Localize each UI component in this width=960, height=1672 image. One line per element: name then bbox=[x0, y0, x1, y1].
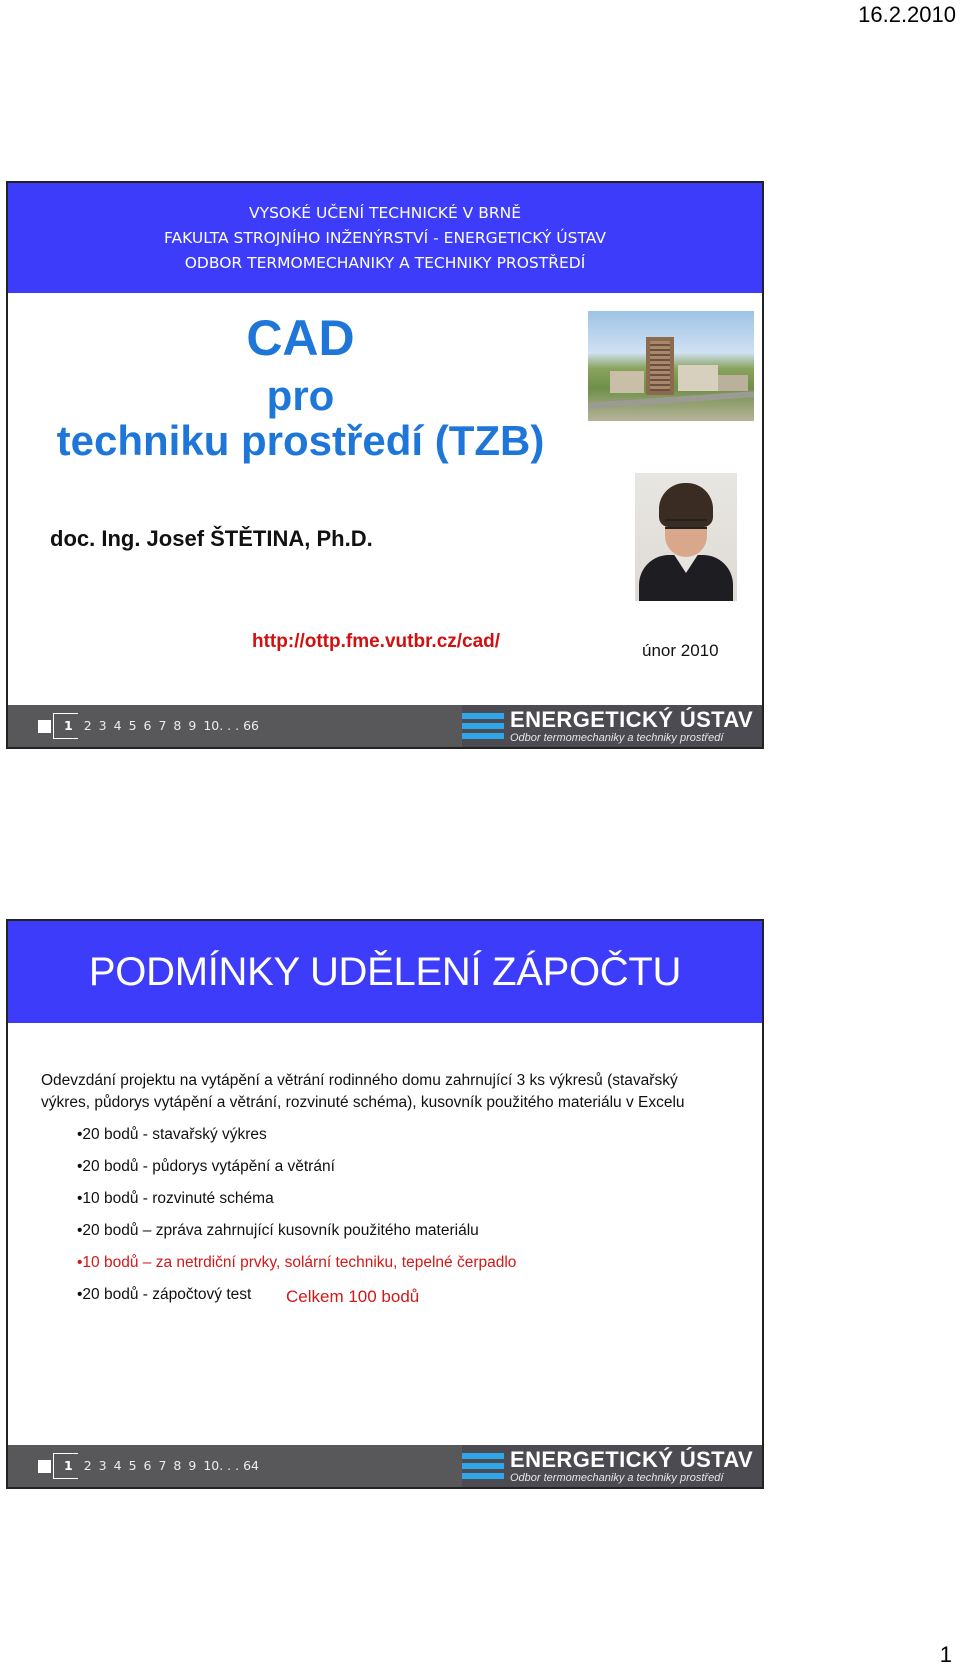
course-title-cad: CAD bbox=[246, 310, 355, 366]
nav-page-current[interactable]: 1 bbox=[53, 1453, 78, 1479]
nav-page[interactable]: 6 bbox=[143, 718, 152, 733]
nav-page[interactable]: 3 bbox=[98, 718, 107, 733]
points-item: •20 bodů - zápočtový test bbox=[77, 1286, 252, 1303]
nav-page[interactable]: 3 bbox=[98, 1458, 107, 1473]
slide-navigation bbox=[8, 705, 762, 747]
slide-body bbox=[41, 1070, 731, 1316]
points-total: Celkem 100 bodů bbox=[286, 1287, 420, 1306]
course-url-link[interactable]: http://ottp.fme.vutbr.cz/cad/ bbox=[252, 631, 501, 652]
author-portrait-photo bbox=[635, 473, 737, 601]
nav-page[interactable]: 6 bbox=[143, 1458, 152, 1473]
slide-title-bar bbox=[8, 921, 762, 1023]
points-item: •20 bodů – zpráva zahrnující kusovník použitého materiálu bbox=[77, 1222, 479, 1239]
nav-page[interactable]: 7 bbox=[158, 1458, 167, 1473]
energeticky-ustav-logo bbox=[462, 1445, 762, 1487]
slide-title: PODMÍNKY UDĚLENÍ ZÁPOČTU bbox=[88, 949, 682, 994]
nav-page[interactable]: 10. . . 64 bbox=[203, 1458, 259, 1473]
slide-title bbox=[6, 181, 764, 749]
nav-page[interactable]: 5 bbox=[128, 718, 137, 733]
points-item: •20 bodů - stavařský výkres bbox=[77, 1126, 267, 1143]
slide-credit-conditions bbox=[6, 919, 764, 1489]
nav-page[interactable]: 9 bbox=[188, 718, 197, 733]
nav-page[interactable]: 4 bbox=[113, 1458, 122, 1473]
logo-sub-text: Odbor termomechaniky a techniky prostředí bbox=[510, 732, 724, 744]
energeticky-ustav-logo bbox=[462, 705, 762, 747]
nav-page[interactable]: 5 bbox=[128, 1458, 137, 1473]
nav-page[interactable]: 4 bbox=[113, 718, 122, 733]
author-name: doc. Ing. Josef ŠTĚTINA, Ph.D. bbox=[50, 526, 373, 551]
slide-date: únor 2010 bbox=[642, 641, 719, 660]
logo-main-text: ENERGETICKÝ ÚSTAV bbox=[510, 707, 754, 732]
institution-line: VYSOKÉ UČENÍ TECHNICKÉ V BRNĚ bbox=[249, 203, 521, 222]
points-item: •20 bodů - půdorys vytápění a větrání bbox=[77, 1158, 335, 1175]
nav-page[interactable]: 8 bbox=[173, 1458, 182, 1473]
page-date: 16.2.2010 bbox=[858, 2, 956, 27]
logo-main-text: ENERGETICKÝ ÚSTAV bbox=[510, 1447, 754, 1472]
project-description: Odevzdání projektu na vytápění a větrání rodinného domu zahrnující 3 ks výkresů (stavařský výkres, půdorys vytápění a větrání, rozvinuté schéma), kusovník použitého materiálu v Excelu bbox=[41, 1072, 685, 1111]
points-item-highlighted: •10 bodů – za netrdiční prvky, solární techniku, tepelné čerpadlo bbox=[77, 1254, 517, 1271]
nav-page[interactable]: 2 bbox=[83, 1458, 92, 1473]
nav-page[interactable]: 2 bbox=[83, 718, 92, 733]
nav-page[interactable]: 7 bbox=[158, 718, 167, 733]
points-item: •10 bodů - rozvinuté schéma bbox=[77, 1190, 274, 1207]
nav-page[interactable]: 9 bbox=[188, 1458, 197, 1473]
page-number: 1 bbox=[939, 1642, 952, 1667]
institution-line: ODBOR TERMOMECHANIKY A TECHNIKY PROSTŘEDÍ bbox=[184, 253, 586, 272]
nav-page-current[interactable]: 1 bbox=[53, 713, 78, 739]
logo-sub-text: Odbor termomechaniky a techniky prostředí bbox=[510, 1472, 724, 1484]
university-building-photo bbox=[588, 311, 754, 421]
nav-square-icon[interactable] bbox=[38, 1460, 51, 1473]
nav-page[interactable]: 10. . . 66 bbox=[203, 718, 259, 733]
points-list bbox=[41, 1124, 731, 1306]
slide-navigation bbox=[8, 1445, 762, 1487]
nav-page[interactable]: 8 bbox=[173, 718, 182, 733]
institution-line: FAKULTA STROJNÍHO INŽENÝRSTVÍ - ENERGETICKÝ ÚSTAV bbox=[164, 228, 606, 247]
course-title-pro: pro bbox=[266, 372, 335, 419]
institution-header bbox=[8, 183, 762, 293]
course-title-subject: techniku prostředí (TZB) bbox=[56, 417, 545, 464]
nav-square-icon[interactable] bbox=[38, 720, 51, 733]
